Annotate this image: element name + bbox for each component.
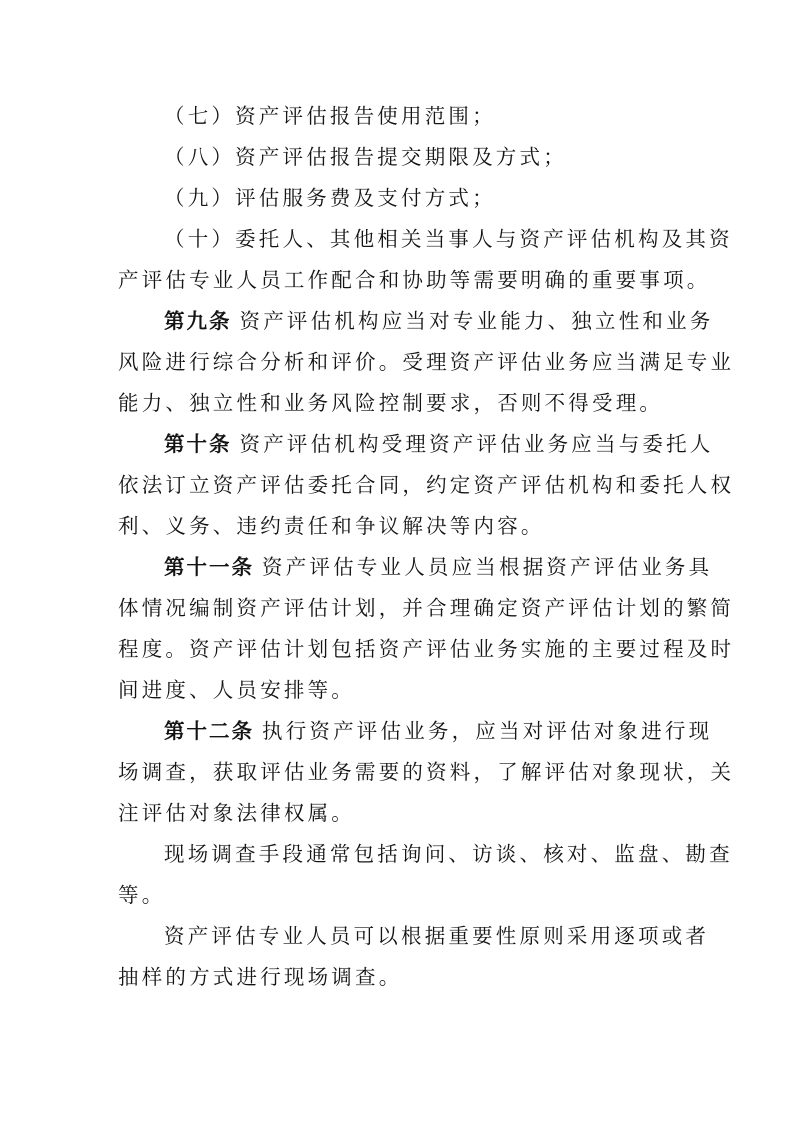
- article-11-line-2: 体情况编制资产评估计划，并合理确定资产评估计划的繁简: [118, 596, 735, 620]
- sampling-paragraph-line-2: 抽样的方式进行现场调查。: [118, 965, 403, 989]
- list-item-10-line-2: 产评估专业人员工作配合和协助等需要明确的重要事项。: [118, 268, 711, 292]
- list-item-10-line-1: （十）委托人、其他相关当事人与资产评估机构及其资: [164, 227, 733, 251]
- article-10-line-1: [118, 424, 714, 465]
- article-10-line-3: 利、义务、违约责任和争议解决等内容。: [118, 514, 545, 538]
- article-11-line-1: [118, 547, 713, 588]
- list-item-8: （八）资产评估报告提交期限及方式；: [164, 145, 567, 169]
- article-10-line-2: 依法订立资产评估委托合同，约定资产评估机构和委托人权: [118, 473, 735, 497]
- survey-paragraph-line-1: 现场调查手段通常包括询问、访谈、核对、监盘、勘查: [164, 842, 733, 866]
- article-9-text: 资产评估机构应当对专业能力、独立性和业务: [239, 309, 714, 333]
- survey-paragraph-line-2: 等。: [118, 883, 166, 907]
- article-9-line-3: 能力、独立性和业务风险控制要求，否则不得受理。: [118, 391, 664, 415]
- article-9-number: 第九条: [164, 309, 232, 333]
- list-item-7: （七）资产评估报告使用范围；: [164, 104, 496, 128]
- article-10-number: 第十条: [164, 432, 232, 456]
- article-10-text: 资产评估机构受理资产评估业务应当与委托人: [239, 432, 714, 456]
- article-9-line-2: 风险进行综合分析和评价。受理资产评估业务应当满足专业: [118, 350, 735, 374]
- sampling-paragraph-line-1: 资产评估专业人员可以根据重要性原则采用逐项或者: [164, 924, 710, 948]
- document-body: [118, 96, 735, 998]
- article-11-line-3: 程度。资产评估计划包括资产评估业务实施的主要过程及时: [118, 637, 735, 661]
- article-11-line-4: 间进度、人员安排等。: [118, 678, 355, 702]
- article-9-line-1: [118, 301, 714, 342]
- article-12-number: 第十二条: [164, 719, 254, 743]
- article-11-text: 资产评估专业人员应当根据资产评估业务具: [262, 555, 713, 579]
- article-12-text: 执行资产评估业务，应当对评估对象进行现: [262, 719, 713, 743]
- article-12-line-2: 场调查，获取评估业务需要的资料，了解评估对象现状，关: [118, 760, 735, 784]
- article-11-number: 第十一条: [164, 555, 254, 579]
- article-12-line-1: [118, 711, 713, 752]
- list-item-9: （九）评估服务费及支付方式；: [164, 186, 496, 210]
- article-12-line-3: 注评估对象法律权属。: [118, 801, 355, 825]
